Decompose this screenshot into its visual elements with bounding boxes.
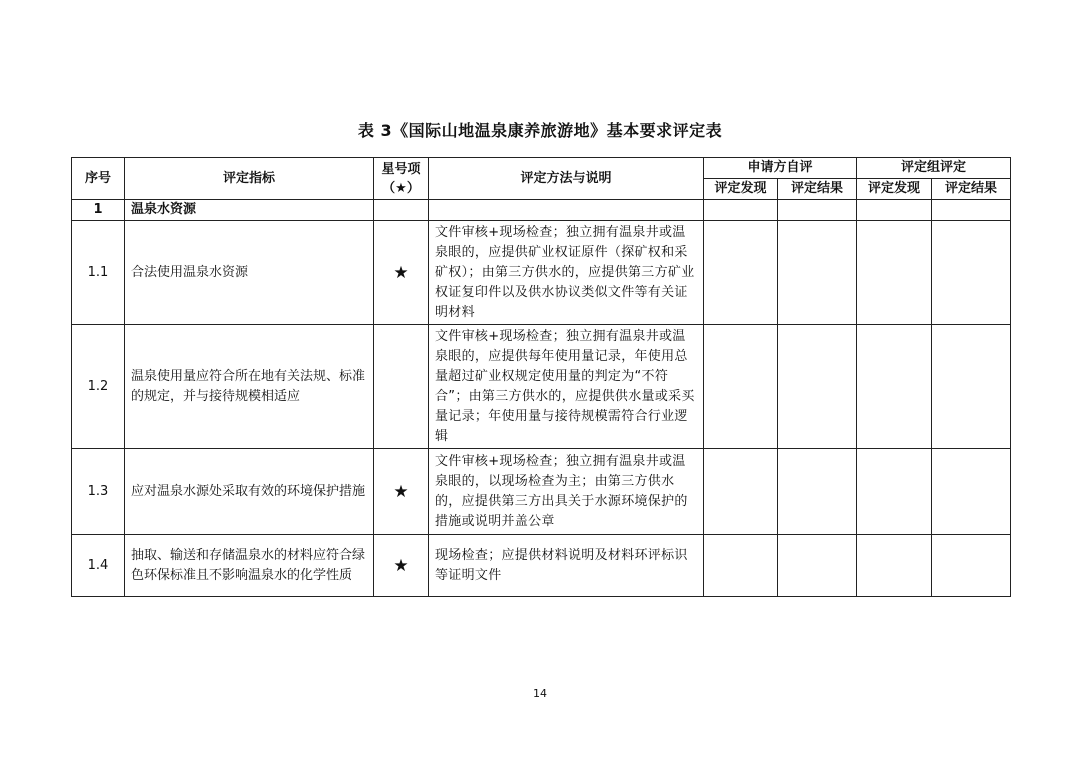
row-method: 文件审核+现场检查；独立拥有温泉井或温泉眼的，应提供每年使用量记录，年使用总量超过矿业权规定使用量的判定为“不符合”；由第三方供水的，应提供供水量或采买量记录；年使用量与接待规模需符合行业逻辑 [429, 325, 704, 449]
panel-finding-cell [857, 221, 932, 325]
panel-result-cell [932, 449, 1011, 535]
panel-finding-cell [857, 535, 932, 597]
section-name: 温泉水资源 [125, 200, 374, 221]
applicant-finding-cell [704, 449, 778, 535]
cell-empty [932, 200, 1011, 221]
panel-finding-cell [857, 449, 932, 535]
star-mark-icon: ★ [374, 221, 429, 325]
header-star-line2: （★） [382, 180, 420, 196]
applicant-result-cell [778, 535, 857, 597]
cell-empty [704, 200, 778, 221]
cell-empty [374, 200, 429, 221]
page-number: 14 [533, 687, 547, 700]
row-method: 文件审核+现场检查；独立拥有温泉井或温泉眼的，应提供矿业权证原件（探矿权和采矿权）；由第三方供水的，应提供第三方矿业权证复印件以及供水协议类似文件等有关证明材料 [429, 221, 704, 325]
table-row [72, 535, 1011, 597]
cell-empty [778, 200, 857, 221]
panel-result-cell [932, 535, 1011, 597]
section-number: 1 [72, 200, 125, 221]
panel-finding-cell [857, 325, 932, 449]
table-row [72, 325, 1011, 449]
header-panel: 评定组评定 [857, 158, 1011, 179]
evaluation-table [71, 157, 1011, 597]
header-applicant-result: 评定结果 [778, 179, 857, 200]
table-row [72, 221, 1011, 325]
applicant-result-cell [778, 325, 857, 449]
star-mark-icon: ★ [374, 449, 429, 535]
panel-result-cell [932, 325, 1011, 449]
applicant-result-cell [778, 221, 857, 325]
cell-empty [857, 200, 932, 221]
row-indicator: 应对温泉水源处采取有效的环境保护措施 [125, 449, 374, 535]
row-indicator: 合法使用温泉水资源 [125, 221, 374, 325]
header-applicant-finding: 评定发现 [704, 179, 778, 200]
star-mark-icon: ★ [374, 535, 429, 597]
row-number: 1.4 [72, 535, 125, 597]
applicant-finding-cell [704, 325, 778, 449]
row-indicator: 温泉使用量应符合所在地有关法规、标准的规定，并与接待规模相适应 [125, 325, 374, 449]
cell-empty [429, 200, 704, 221]
header-applicant: 申请方自评 [704, 158, 857, 179]
header-star-column [374, 158, 429, 200]
row-indicator: 抽取、输送和存储温泉水的材料应符合绿色环保标准且不影响温泉水的化学性质 [125, 535, 374, 597]
row-number: 1.2 [72, 325, 125, 449]
applicant-finding-cell [704, 221, 778, 325]
applicant-result-cell [778, 449, 857, 535]
section-row [72, 200, 1011, 221]
header-indicator: 评定指标 [125, 158, 374, 200]
header-panel-finding: 评定发现 [857, 179, 932, 200]
star-mark-icon [374, 325, 429, 449]
applicant-finding-cell [704, 535, 778, 597]
table-title: 表 3《国际山地温泉康养旅游地》基本要求评定表 [357, 121, 723, 140]
row-method: 现场检查；应提供材料说明及材料环评标识等证明文件 [429, 535, 704, 597]
panel-result-cell [932, 221, 1011, 325]
header-method: 评定方法与说明 [429, 158, 704, 200]
header-star-line1: 星号项 [381, 161, 421, 177]
row-number: 1.1 [72, 221, 125, 325]
header-row-1 [72, 158, 1011, 179]
table-row [72, 449, 1011, 535]
row-method: 文件审核+现场检查；独立拥有温泉井或温泉眼的，以现场检查为主；由第三方供水的，应提供第三方出具关于水源环境保护的措施或说明并盖公章 [429, 449, 704, 535]
header-seq: 序号 [72, 158, 125, 200]
header-panel-result: 评定结果 [932, 179, 1011, 200]
row-number: 1.3 [72, 449, 125, 535]
